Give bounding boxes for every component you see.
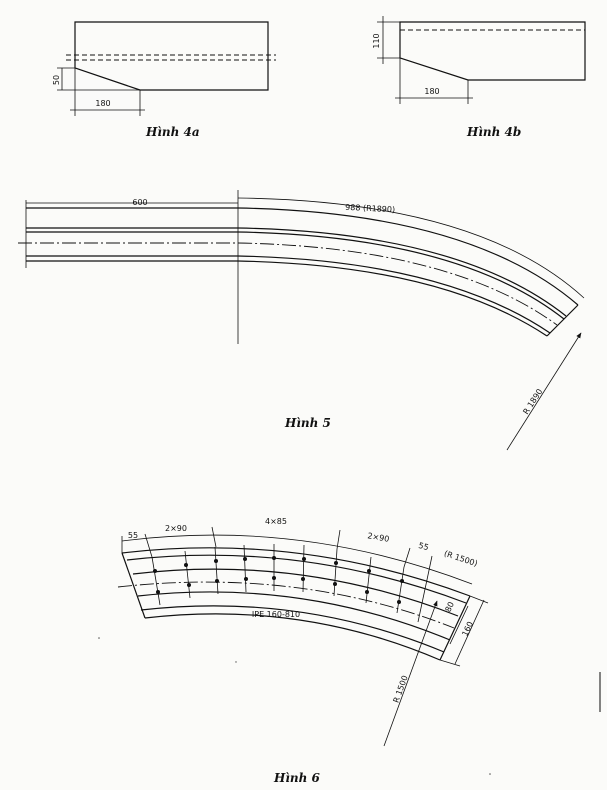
fig5-curve-line [238, 256, 550, 333]
fig4b-beam-outline [400, 22, 585, 80]
fig6-dim-depth-label: 160 [460, 620, 476, 638]
fig6-dim-top-2: 2×90 [165, 524, 187, 533]
fig6-dim-inner-label: 80 [443, 600, 456, 614]
fig6-ext-line [212, 527, 216, 547]
caption-figure-5: Hình 5 [285, 416, 331, 430]
fig5-curve-bottom [238, 261, 547, 336]
fig5-curve-centerline [238, 243, 557, 325]
fig6-stiffener [303, 545, 304, 592]
fig4a-beam-outline [75, 22, 268, 90]
fig6-end-left [122, 553, 145, 618]
fig6-ext-line [428, 556, 432, 575]
fig5-radius-leader [507, 333, 581, 450]
fig6-dim-top-3: 4×85 [265, 517, 287, 526]
fig6-ext-line [470, 596, 488, 603]
fig6-stiffener [244, 545, 246, 592]
figure-4a [52, 22, 276, 116]
fig5-dim-arc-label: 988 (R1890) [344, 202, 396, 215]
fig6-dim-top-1: 55 [127, 531, 139, 540]
fig6-stiffener [185, 551, 190, 598]
fig6-ext-line [440, 660, 460, 666]
fig6-dim-top-5: 55 [417, 540, 430, 553]
scan-specks [98, 637, 600, 775]
fig4a-dim-length-label: 180 [95, 99, 111, 108]
fig6-outer-top [122, 548, 470, 596]
fig6-centerline [118, 582, 454, 628]
fig4a-dim-height-label: 50 [52, 74, 61, 86]
fig4b-dim-length-label: 180 [424, 87, 440, 96]
fig5-curve-line [238, 228, 566, 316]
fig6-stiffener [334, 549, 337, 596]
figure-5 [18, 190, 584, 450]
fig6-stiffener [152, 557, 160, 605]
fig6-radius-leader [384, 601, 437, 746]
fig6-dim-top-4: 2×90 [366, 531, 391, 544]
figure-4b [372, 16, 585, 104]
figure-6 [118, 517, 488, 746]
fig5-dim-straight-label: 600 [132, 198, 148, 207]
caption-figure-4a: Hình 4a [146, 125, 200, 139]
fig6-stiffener [366, 557, 371, 603]
fig5-radius-label: R 1890 [521, 387, 545, 417]
fig5-dim-line-arc [238, 198, 584, 298]
fig6-dim-outer-radius: (R 1500) [442, 548, 479, 569]
fig6-section-label: IPE 160-810 [251, 610, 301, 619]
fig4b-dim-height-label: 110 [372, 33, 381, 49]
caption-figure-4b: Hình 4b [467, 125, 522, 139]
fig6-radius-label: R 1500 [391, 674, 410, 705]
caption-figure-6: Hình 6 [274, 771, 320, 785]
fig6-outer-line [127, 555, 466, 603]
fig6-ext-line [404, 548, 410, 567]
fig6-stiffener [215, 547, 218, 594]
fig6-stiffener [418, 575, 428, 622]
